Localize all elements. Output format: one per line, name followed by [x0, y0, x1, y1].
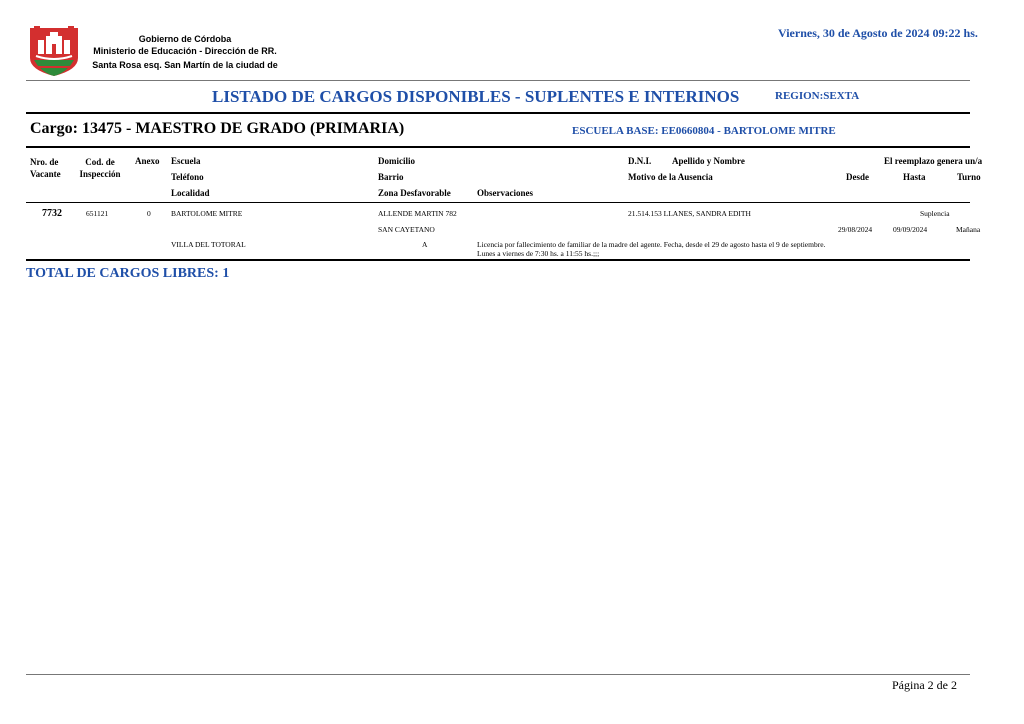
col-telefono: Teléfono: [171, 172, 204, 182]
col-domicilio: Domicilio: [378, 156, 415, 166]
cordoba-coat-of-arms-icon: [26, 24, 82, 78]
col-reemplazo: El reemplazo genera un/a: [884, 156, 983, 166]
cell-observaciones-1: Licencia por fallecimiento de familiar de la madre del agente. Fecha, desde el 29 de agosto hasta el 9 de septiembre.: [477, 240, 826, 249]
cell-desde: 29/08/2024: [838, 225, 873, 234]
header-divider: [26, 80, 970, 81]
col-nro-vacante-1: Nro. de: [30, 157, 59, 167]
logo: [26, 24, 82, 78]
page-number: Página 2 de 2: [892, 678, 957, 692]
col-motivo: Motivo de la Ausencia: [628, 172, 713, 182]
total-cargos-libres: TOTAL DE CARGOS LIBRES: 1: [26, 266, 230, 281]
col-hasta: Hasta: [903, 172, 926, 182]
col-anexo: Anexo: [135, 156, 160, 166]
col-escuela: Escuela: [171, 156, 201, 166]
cell-hasta: 09/09/2024: [893, 225, 928, 234]
escuela-base: ESCUELA BASE: EE0660804 - BARTOLOME MITRE: [572, 125, 836, 137]
cargo-divider: [26, 146, 970, 148]
cell-escuela: BARTOLOME MITRE: [171, 209, 243, 218]
footer-divider: [26, 674, 970, 675]
cell-nro-vacante: 7732: [42, 208, 62, 219]
col-cod-inspeccion-1: Cod. de: [85, 157, 115, 167]
col-zona: Zona Desfavorable: [378, 188, 451, 198]
cell-zona: A: [422, 240, 428, 249]
report-title: LISTADO DE CARGOS DISPONIBLES - SUPLENTES E INTERINOS: [212, 87, 740, 106]
cell-domicilio: ALLENDE MARTIN 782: [378, 209, 457, 218]
col-observaciones: Observaciones: [477, 188, 533, 198]
cell-barrio: SAN CAYETANO: [378, 225, 435, 234]
col-barrio: Barrio: [378, 172, 404, 182]
col-apellido: Apellido y Nombre: [672, 156, 745, 166]
col-localidad: Localidad: [171, 188, 210, 198]
report-datetime: Viernes, 30 de Agosto de 2024 09:22 hs.: [778, 26, 978, 40]
col-dni: D.N.I.: [628, 156, 652, 166]
cell-cod-inspeccion: 651121: [86, 209, 109, 218]
col-nro-vacante-2: Vacante: [30, 169, 61, 179]
cell-reemplazo: Suplencia: [920, 209, 950, 218]
cell-dni-nombre: 21.514.153 LLANES, SANDRA EDITH: [628, 209, 751, 218]
cell-turno: Mañana: [956, 225, 981, 234]
table-bottom-divider: [26, 259, 970, 261]
col-turno: Turno: [957, 172, 981, 182]
cargo-label: Cargo: 13475 - MAESTRO DE GRADO (PRIMARIA): [30, 120, 405, 137]
institution-line-1: Gobierno de Córdoba: [138, 34, 232, 44]
cell-anexo: 0: [147, 209, 151, 218]
region-label: REGION:SEXTA: [775, 90, 860, 102]
col-desde: Desde: [846, 172, 869, 182]
cell-localidad: VILLA DEL TOTORAL: [171, 240, 246, 249]
title-divider: [26, 112, 970, 114]
institution-line-2: Ministerio de Educación - Dirección de RR.: [93, 46, 277, 56]
col-cod-inspeccion-2: Inspección: [79, 169, 121, 179]
table-header-divider: [26, 202, 970, 203]
cell-observaciones-2: Lunes a viernes de 7:30 hs. a 11:55 hs.;;;: [477, 249, 600, 258]
institution-line-3: Santa Rosa esq. San Martín de la ciudad de: [92, 60, 278, 70]
